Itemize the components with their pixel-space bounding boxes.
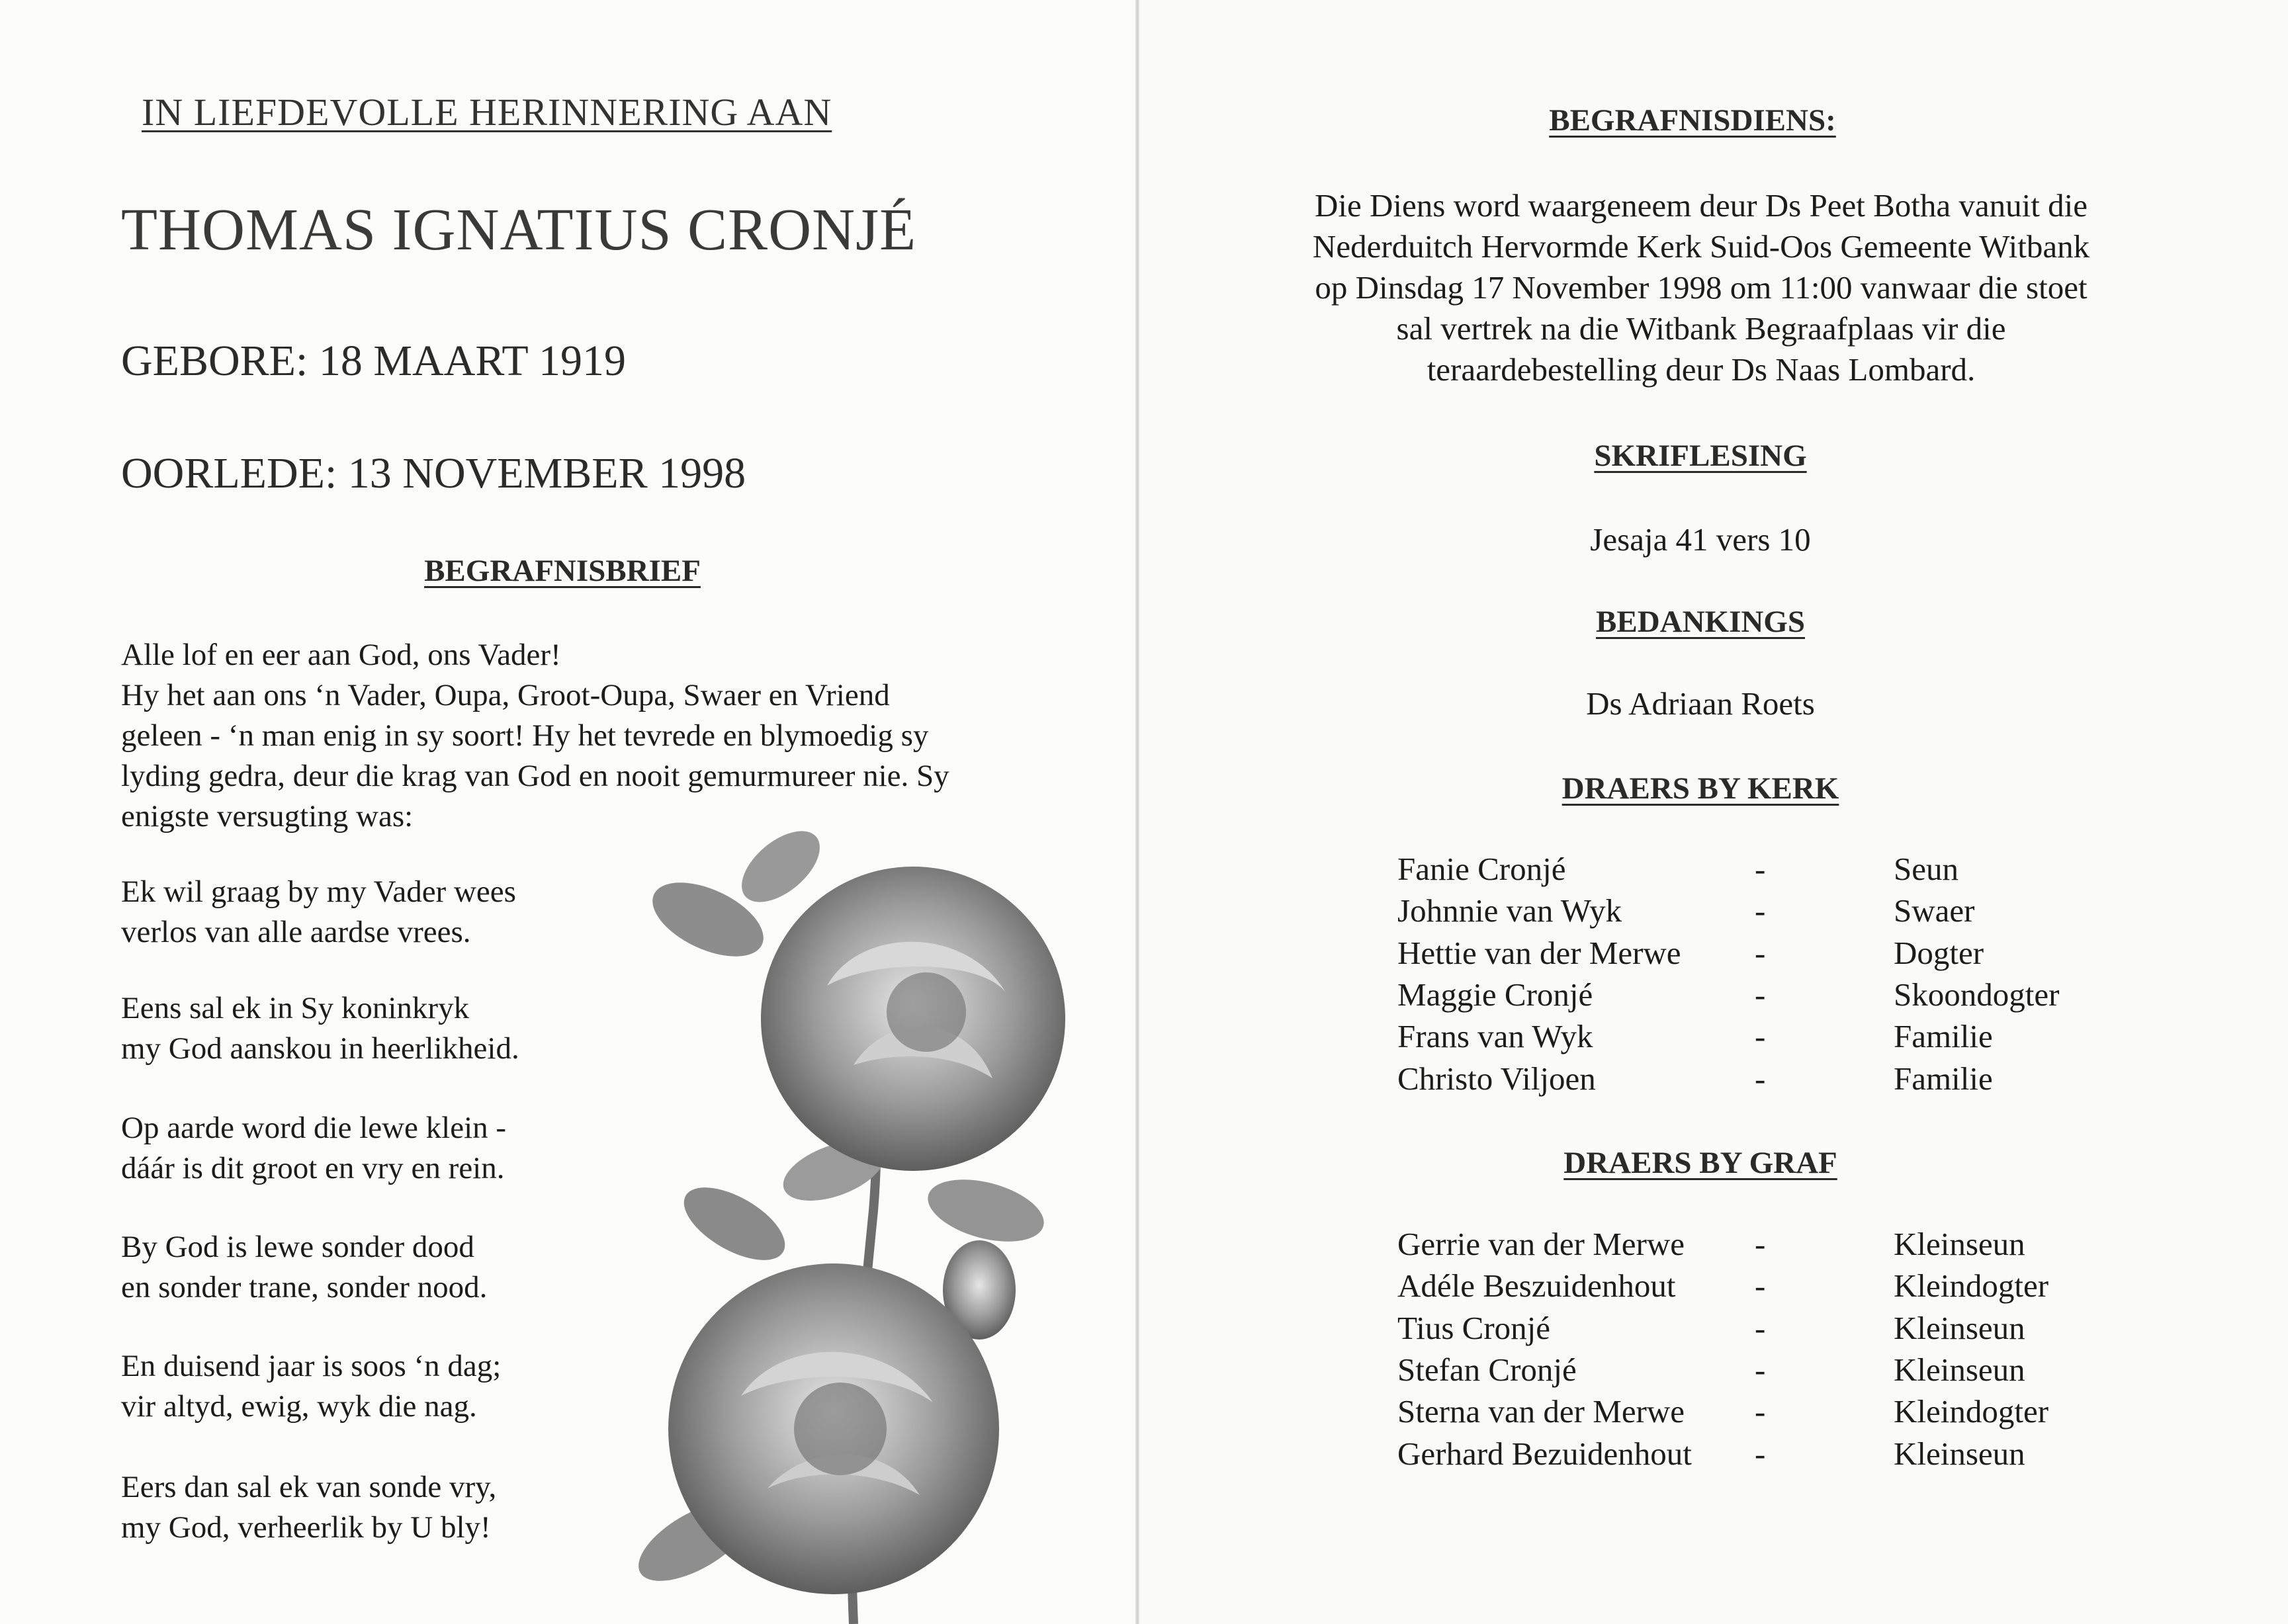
letter-text [121, 635, 949, 837]
service-text [1313, 185, 2090, 390]
bearer-relation: Skoondogter [1894, 976, 2060, 1013]
service-line: sal vertrek na die Witbank Begraafplaas vir die [1396, 310, 2006, 347]
thanks-text: Ds Adriaan Roets [1586, 685, 1815, 722]
deceased-name: THOMAS IGNATIUS CRONJÉ [121, 197, 917, 263]
rose-illustration [635, 814, 1098, 1624]
bearer-relation: Familie [1894, 1060, 1993, 1097]
poem-stanza [121, 1227, 487, 1308]
bearer-relation: Kleinseun [1894, 1351, 2025, 1388]
right-page [1139, 0, 2288, 1624]
death-date: OORLEDE: 13 NOVEMBER 1998 [121, 449, 746, 497]
bearer-name: Maggie Cronjé [1397, 976, 1593, 1013]
reading-heading: SKRIFLESING [1594, 439, 1807, 473]
grave-bearers-heading: DRAERS BY GRAF [1563, 1146, 1837, 1180]
service-line: Nederduitch Hervormde Kerk Suid-Oos Gemeente Witbank [1312, 228, 2090, 265]
bearer-relation: Dogter [1894, 934, 1984, 971]
poem-stanza [121, 1346, 501, 1427]
bearer-name: Hettie van der Merwe [1397, 934, 1681, 971]
bearer-separator: - [1755, 1435, 1766, 1472]
bearer-relation: Kleindogter [1894, 1267, 2049, 1304]
bearer-separator: - [1755, 1267, 1766, 1304]
bearer-name: Tius Cronjé [1397, 1309, 1551, 1346]
poem-line: vir altyd, ewig, wyk die nag. [121, 1389, 477, 1424]
bearer-separator: - [1755, 976, 1766, 1013]
poem-line: Eens sal ek in Sy koninkryk [121, 991, 470, 1025]
service-line: teraardebestelling deur Ds Naas Lombard. [1427, 351, 1976, 388]
bearer-relation: Familie [1894, 1018, 1993, 1055]
poem-line: Op aarde word die lewe klein - [121, 1111, 507, 1145]
birth-date: GEBORE: 18 MAART 1919 [121, 337, 627, 385]
poem-line: By God is lewe sonder dood [121, 1230, 474, 1264]
bearer-separator: - [1755, 851, 1766, 887]
poem-stanza [121, 1467, 496, 1548]
bearer-name: Fanie Cronjé [1397, 851, 1566, 887]
bearer-name: Adéle Beszuidenhout [1397, 1267, 1676, 1304]
letter-line: enigste versugting was: [121, 799, 414, 833]
bearer-relation: Seun [1894, 851, 1958, 887]
bearer-separator: - [1755, 1393, 1766, 1430]
poem-line: Eers dan sal ek van sonde vry, [121, 1470, 497, 1504]
thanks-heading: BEDANKINGS [1595, 605, 1806, 639]
bearer-name: Gerrie van der Merwe [1397, 1226, 1685, 1262]
bearer-separator: - [1755, 1018, 1766, 1055]
bearer-separator: - [1755, 1351, 1766, 1388]
letter-line: Hy het aan ons ‘n Vader, Oupa, Groot-Oupa, Swaer en Vriend [121, 678, 890, 712]
bearer-separator: - [1755, 1060, 1766, 1097]
letter-line: Alle lof en eer aan God, ons Vader! [121, 638, 561, 672]
bearer-relation: Kleinseun [1894, 1435, 2025, 1472]
bearer-relation: Kleindogter [1894, 1393, 2049, 1430]
bearer-name: Gerhard Bezuidenhout [1397, 1435, 1692, 1472]
poem-stanza [121, 1108, 506, 1189]
bearer-separator: - [1755, 1309, 1766, 1346]
bearer-name: Stefan Cronjé [1397, 1351, 1577, 1388]
church-bearers-heading: DRAERS BY KERK [1562, 771, 1839, 806]
poem-stanza [121, 872, 516, 953]
left-page [0, 0, 1137, 1624]
bearer-relation: Kleinseun [1894, 1309, 2025, 1346]
poem-line: En duisend jaar is soos ‘n dag; [121, 1349, 502, 1383]
service-line: op Dinsdag 17 November 1998 om 11:00 vanwaar die stoet [1315, 269, 2088, 306]
letter-line: lyding gedra, deur die krag van God en nooit gemurmureer nie. Sy [121, 759, 949, 793]
bearer-separator: - [1755, 934, 1766, 971]
poem-line: dáár is dit groot en vry en rein. [121, 1151, 505, 1185]
bearer-separator: - [1755, 892, 1766, 929]
service-line: Die Diens word waargeneem deur Ds Peet Botha vanuit die [1315, 187, 2088, 224]
poem-line: verlos van alle aardse vrees. [121, 915, 471, 949]
bearer-name: Sterna van der Merwe [1397, 1393, 1685, 1430]
letter-line: geleen - ‘n man enig in sy soort! Hy het tevrede en blymoedig sy [121, 718, 929, 753]
memorial-heading: IN LIEFDEVOLLE HERINNERING AAN [142, 91, 832, 134]
bearer-name: Johnnie van Wyk [1397, 892, 1622, 929]
poem-line: en sonder trane, sonder nood. [121, 1270, 488, 1304]
bearer-separator: - [1755, 1226, 1766, 1262]
poem-stanza [121, 988, 519, 1069]
bearer-name: Christo Viljoen [1397, 1060, 1596, 1097]
service-heading: BEGRAFNISDIENS: [1549, 103, 1836, 138]
bearer-name: Frans van Wyk [1397, 1018, 1593, 1055]
bearer-relation: Kleinseun [1894, 1226, 2025, 1262]
letter-heading: BEGRAFNISBRIEF [424, 554, 701, 588]
reading-text: Jesaja 41 vers 10 [1590, 521, 1811, 558]
poem-line: my God aanskou in heerlikheid. [121, 1031, 519, 1066]
poem-line: Ek wil graag by my Vader wees [121, 875, 516, 909]
poem-line: my God, verheerlik by U bly! [121, 1510, 491, 1545]
bearer-relation: Swaer [1894, 892, 1975, 929]
